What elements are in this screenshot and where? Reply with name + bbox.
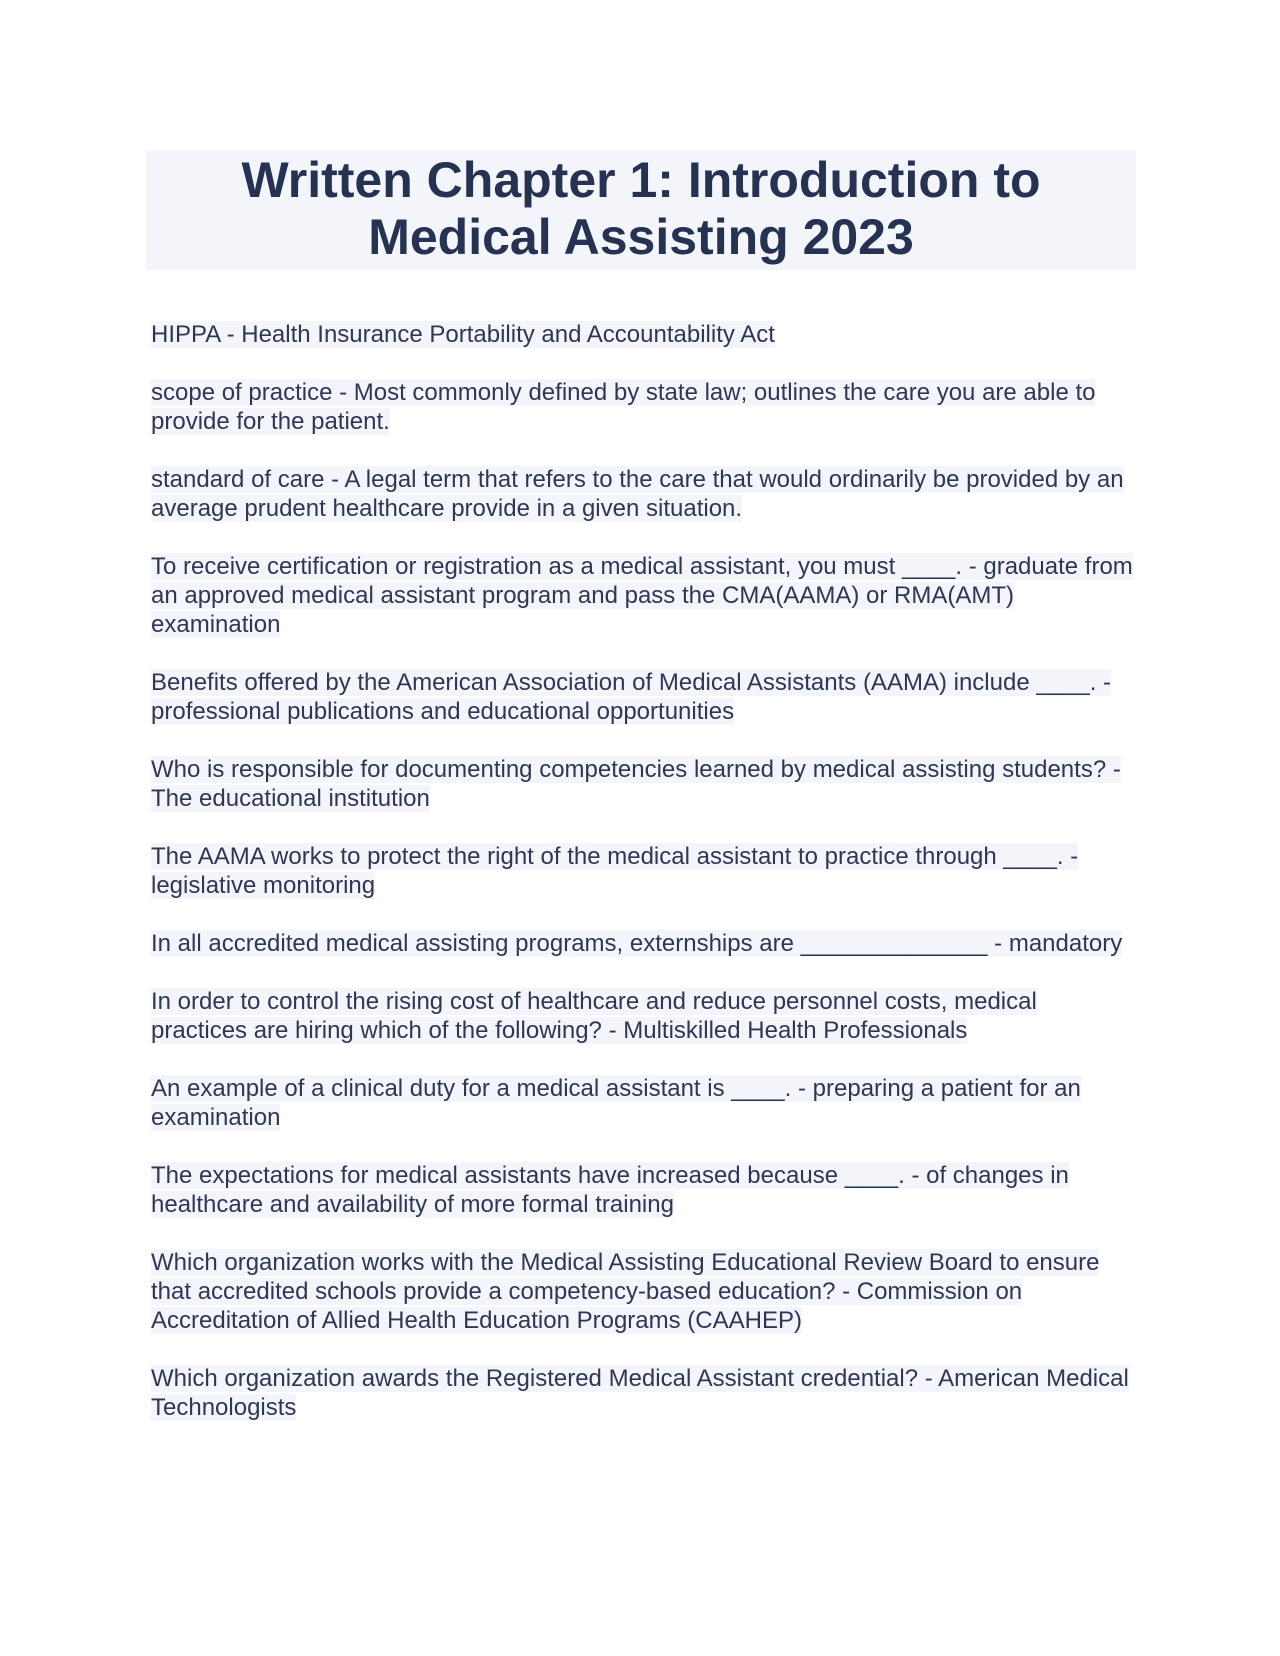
qa-item-rma-credential: Which organization awards the Registered Medical Assistant credential? - American Medical Technologists <box>151 1365 1129 1421</box>
qa-item-expectations: The expectations for medical assistants have increased because ____. - of changes in healthcare and availability of more formal training <box>151 1162 1069 1218</box>
qa-item-certification: To receive certification or registration as a medical assistant, you must ____. - graduate from an approved medical assistant program and pass the CMA(AAMA) or RMA(AMT) examination <box>151 553 1133 638</box>
qa-item-multiskilled: In order to control the rising cost of healthcare and reduce personnel costs, medical practices are hiring which of the following? - Multiskilled Health Professionals <box>151 988 1037 1044</box>
qa-item-caahep: Which organization works with the Medical Assisting Educational Review Board to ensure that accredited schools provide a competency-based education? - Commission on Accreditation of Allied Health Education Programs (CAAHEP) <box>151 1249 1100 1334</box>
qa-item-aama-protect-right: The AAMA works to protect the right of the medical assistant to practice through ____. - legislative monitoring <box>151 843 1079 899</box>
qa-item-aama-benefits: Benefits offered by the American Association of Medical Assistants (AAMA) include ____. - professional publications and educational opportunities <box>151 669 1112 725</box>
document-title: Written Chapter 1: Introduction to Medical Assisting 2023 <box>241 152 1041 265</box>
qa-item-documenting-competencies: Who is responsible for documenting competencies learned by medical assisting students? - The educational institution <box>151 756 1121 812</box>
qa-item-hippa: HIPPA - Health Insurance Portability and Accountability Act <box>151 321 775 348</box>
qa-item-clinical-duty: An example of a clinical duty for a medical assistant is ____. - preparing a patient for an examination <box>151 1075 1081 1131</box>
document-page <box>146 150 1136 1451</box>
qa-item-standard-of-care: standard of care - A legal term that refers to the care that would ordinarily be provided by an average prudent healthcare provide in a given situation. <box>151 466 1124 522</box>
title-banner <box>146 150 1136 270</box>
qa-item-scope-of-practice: scope of practice - Most commonly defined by state law; outlines the care you are able to provide for the patient. <box>151 379 1096 435</box>
qa-item-externships: In all accredited medical assisting programs, externships are ______________ - mandatory <box>151 930 1123 957</box>
qa-list <box>146 320 1136 1422</box>
